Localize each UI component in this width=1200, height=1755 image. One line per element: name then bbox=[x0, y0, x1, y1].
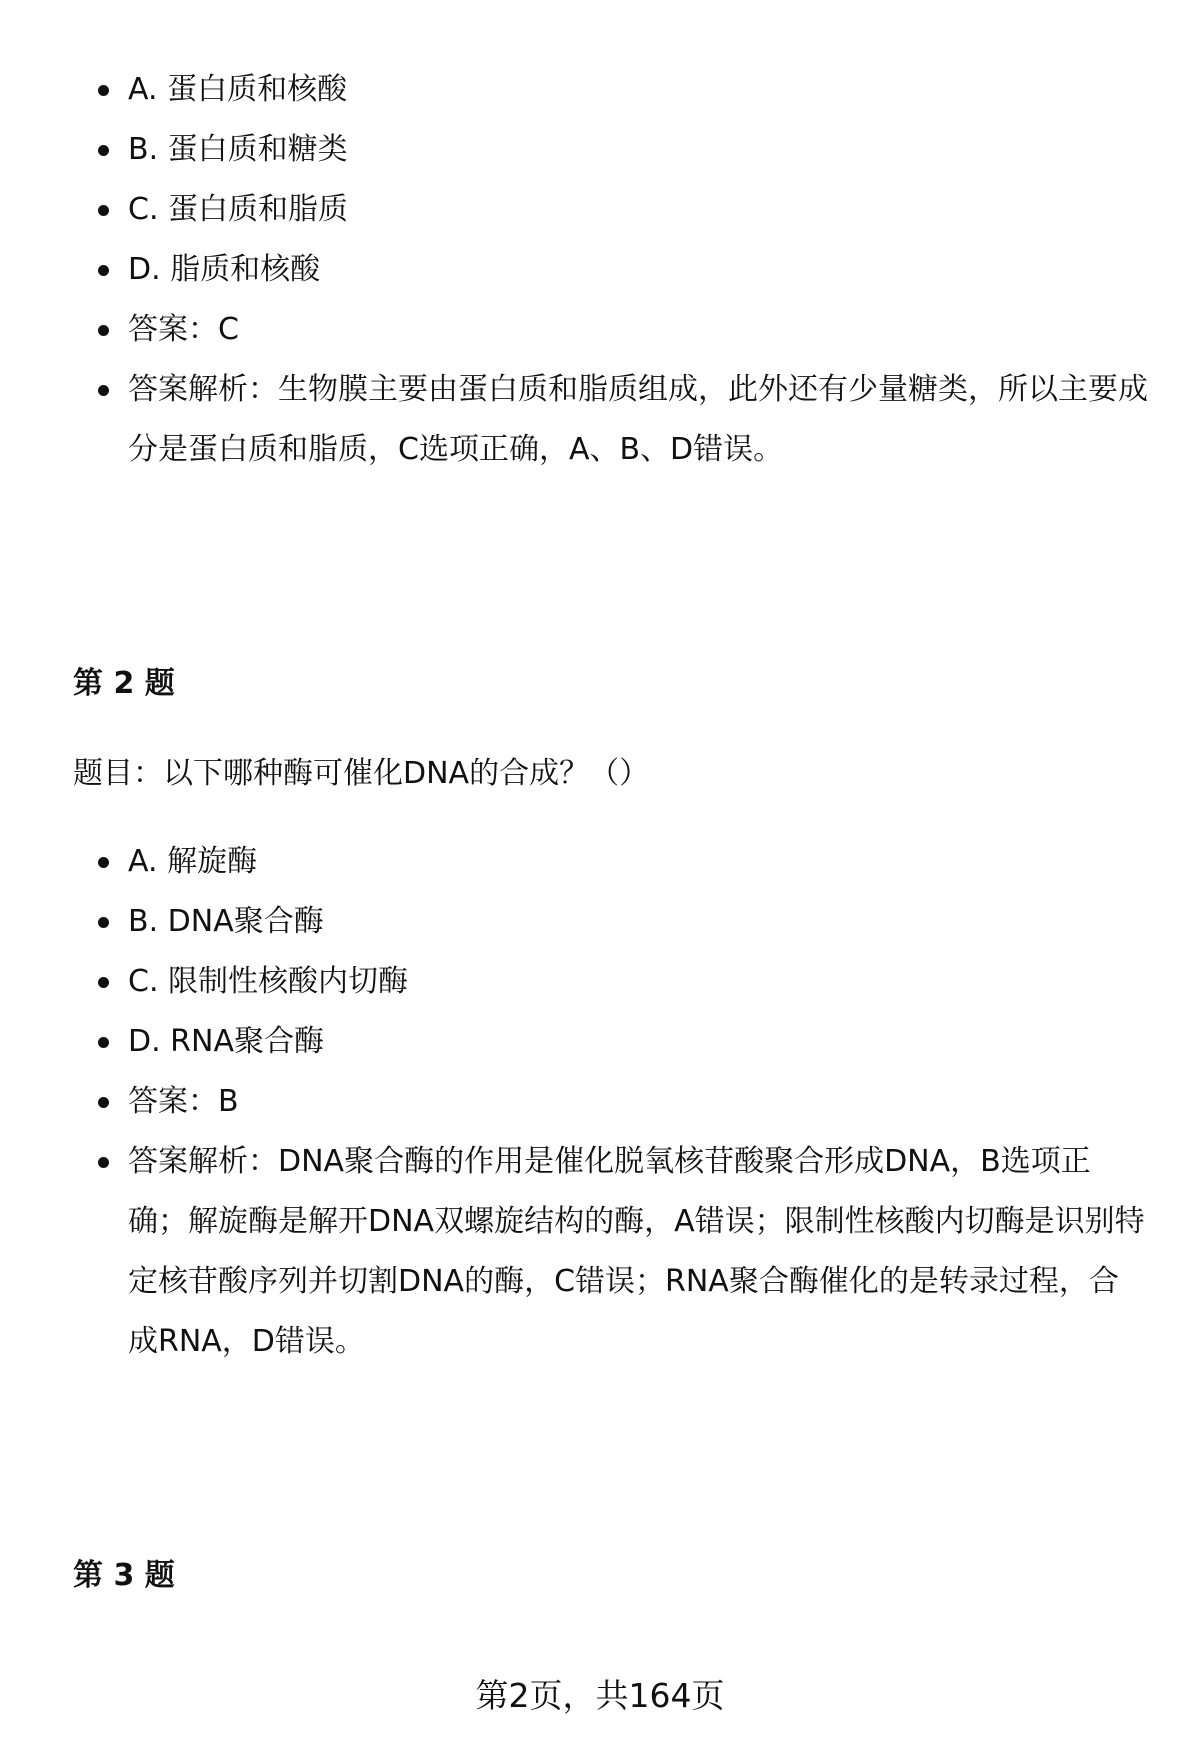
question-1-options bbox=[0, 60, 1200, 480]
bullet-icon bbox=[98, 1097, 109, 1108]
option-c: C. 限制性核酸内切酶 bbox=[128, 964, 409, 999]
option-c: C. 蛋白质和脂质 bbox=[128, 192, 349, 227]
answer: 答案：C bbox=[128, 312, 239, 347]
bullet-icon bbox=[98, 145, 109, 156]
question-text: 题目：以下哪种酶可催化DNA的合成？（） bbox=[73, 756, 650, 791]
list-item bbox=[0, 892, 1200, 952]
question-heading: 第 2 题 bbox=[73, 666, 175, 701]
explanation: 答案解析：DNA聚合酶的作用是催化脱氧核苷酸聚合形成DNA，B选项正确；解旋酶是解开DNA双螺旋结构的酶，A错误；限制性核酸内切酶是识别特定核苷酸序列并切割DNA的酶，C错误；RNA聚合酶催化的是转录过程，合成RNA，D错误。 bbox=[128, 1144, 1145, 1359]
question-2-options bbox=[0, 832, 1200, 1372]
explanation: 答案解析：生物膜主要由蛋白质和脂质组成，此外还有少量糖类，所以主要成分是蛋白质和脂质，C选项正确，A、B、D错误。 bbox=[128, 372, 1148, 467]
option-d: D. 脂质和核酸 bbox=[128, 252, 321, 287]
bullet-icon bbox=[98, 1037, 109, 1048]
bullet-icon bbox=[98, 85, 109, 96]
list-item bbox=[0, 952, 1200, 1012]
question-heading: 第 3 题 bbox=[73, 1558, 175, 1593]
option-a: A. 蛋白质和核酸 bbox=[128, 72, 348, 107]
option-d: D. RNA聚合酶 bbox=[128, 1024, 324, 1059]
list-item bbox=[0, 60, 1200, 120]
bullet-icon bbox=[98, 977, 109, 988]
list-item bbox=[0, 360, 1200, 480]
list-item bbox=[0, 1012, 1200, 1072]
option-a: A. 解旋酶 bbox=[128, 844, 258, 879]
list-item bbox=[0, 180, 1200, 240]
bullet-icon bbox=[98, 1157, 109, 1168]
page-number: 第2页，共164页 bbox=[475, 1676, 725, 1715]
list-item bbox=[0, 240, 1200, 300]
list-item bbox=[0, 1132, 1200, 1372]
list-item bbox=[0, 300, 1200, 360]
bullet-icon bbox=[98, 917, 109, 928]
bullet-icon bbox=[98, 265, 109, 276]
option-b: B. 蛋白质和糖类 bbox=[128, 132, 348, 167]
list-item bbox=[0, 1072, 1200, 1132]
list-item bbox=[0, 832, 1200, 892]
answer: 答案：B bbox=[128, 1084, 239, 1119]
option-b: B. DNA聚合酶 bbox=[128, 904, 324, 939]
bullet-icon bbox=[98, 325, 109, 336]
bullet-icon bbox=[98, 385, 109, 396]
list-item bbox=[0, 120, 1200, 180]
bullet-icon bbox=[98, 857, 109, 868]
bullet-icon bbox=[98, 205, 109, 216]
